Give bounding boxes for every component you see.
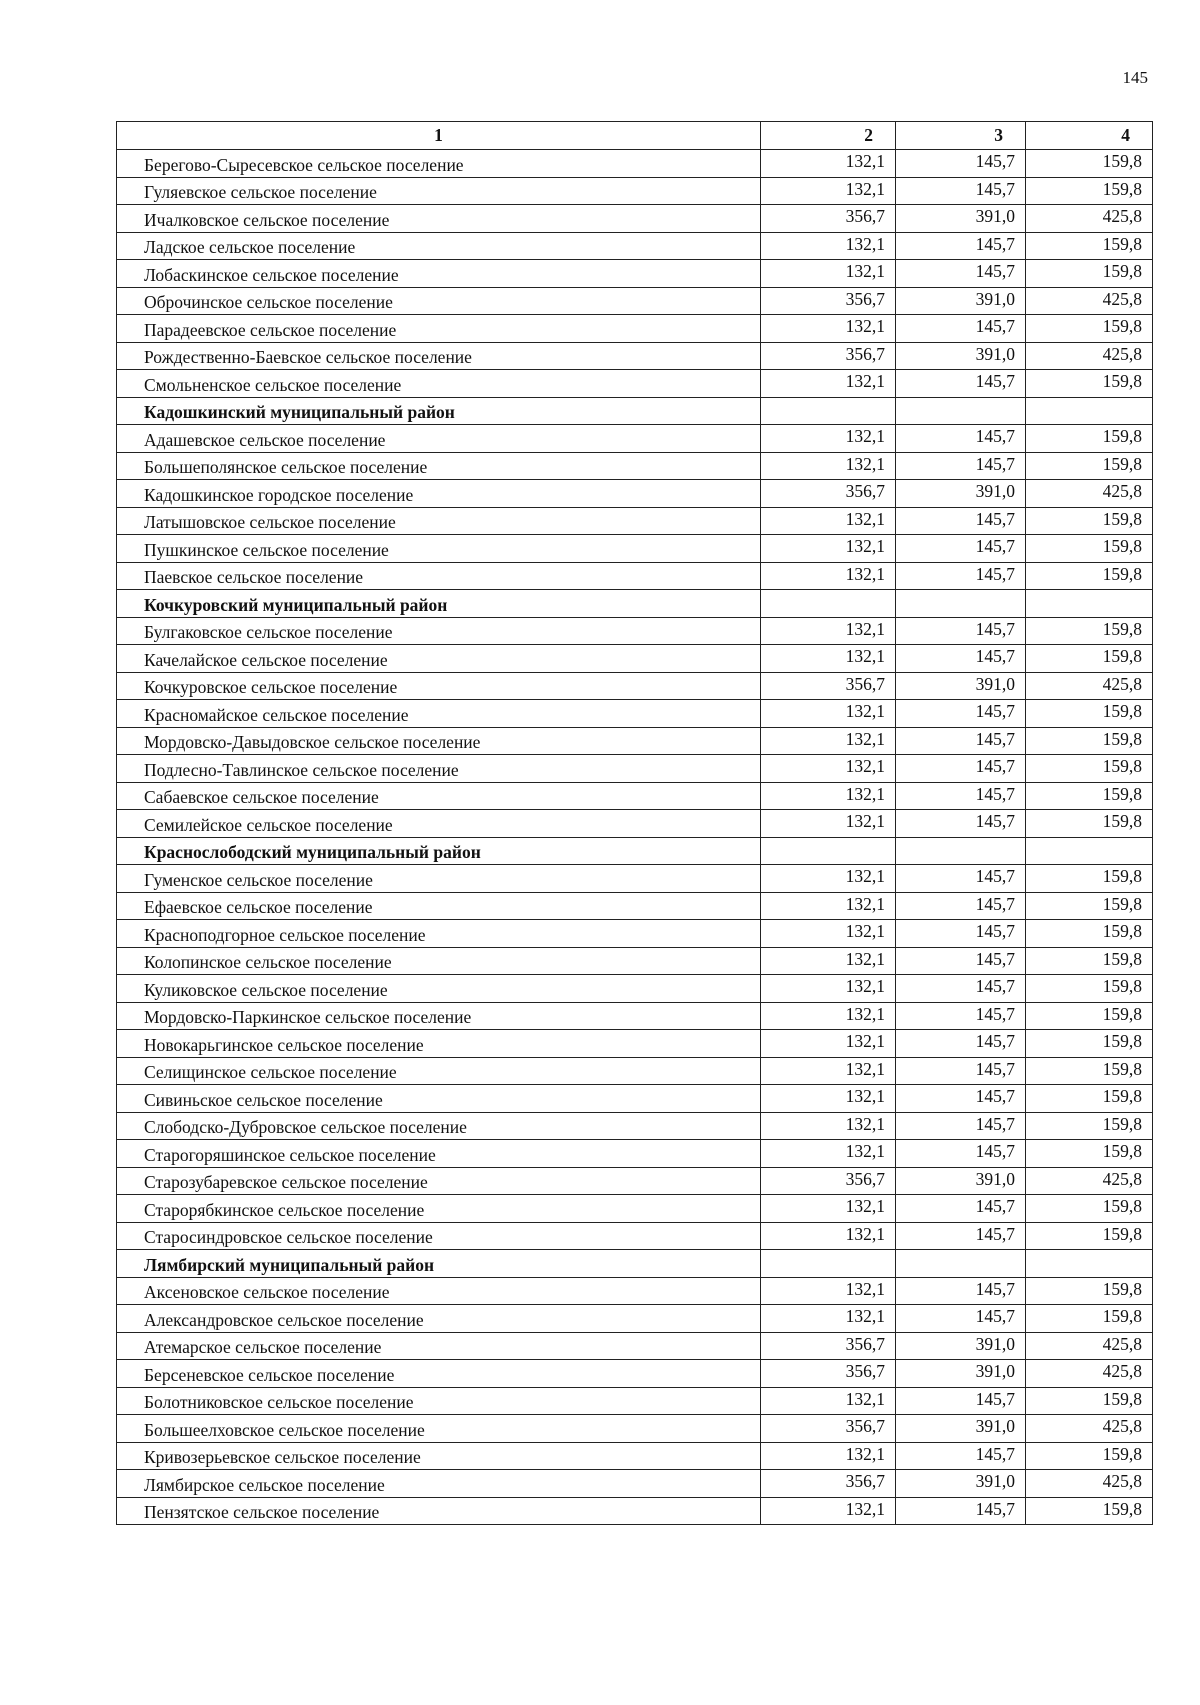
value-cell-col4: 425,8	[1026, 1470, 1153, 1498]
settlement-name-cell: Паевское сельское поселение	[117, 562, 761, 590]
value-cell-col3: 145,7	[896, 947, 1026, 975]
settlement-name-cell: Большеполянское сельское поселение	[117, 452, 761, 480]
value-cell-col4: 159,8	[1026, 260, 1153, 288]
table-row	[117, 535, 1153, 563]
value-cell-col2: 356,7	[761, 1360, 896, 1388]
value-cell-col3: 145,7	[896, 1195, 1026, 1223]
value-cell-col2: 132,1	[761, 1497, 896, 1525]
value-cell-col2: 132,1	[761, 507, 896, 535]
value-cell-col2: 132,1	[761, 782, 896, 810]
data-table	[116, 121, 1153, 1525]
settlement-name-cell: Кривозерьевское сельское поселение	[117, 1442, 761, 1470]
value-cell-col2	[761, 837, 896, 865]
value-cell-col4	[1026, 397, 1153, 425]
column-header-1: 1	[117, 122, 761, 150]
value-cell-col3: 391,0	[896, 1360, 1026, 1388]
table-header	[117, 122, 1153, 150]
value-cell-col2: 132,1	[761, 1387, 896, 1415]
value-cell-col4: 159,8	[1026, 1057, 1153, 1085]
value-cell-col4: 425,8	[1026, 1167, 1153, 1195]
value-cell-col3: 145,7	[896, 315, 1026, 343]
value-cell-col2: 132,1	[761, 1442, 896, 1470]
value-cell-col2: 132,1	[761, 1057, 896, 1085]
value-cell-col2: 356,7	[761, 1332, 896, 1360]
table-row	[117, 232, 1153, 260]
table-row	[117, 1277, 1153, 1305]
table-row	[117, 425, 1153, 453]
table-row	[117, 452, 1153, 480]
value-cell-col2: 132,1	[761, 727, 896, 755]
value-cell-col2: 132,1	[761, 232, 896, 260]
value-cell-col3: 145,7	[896, 810, 1026, 838]
table-row	[117, 1085, 1153, 1113]
value-cell-col4	[1026, 837, 1153, 865]
district-name-cell: Кочкуровский муниципальный район	[117, 590, 761, 618]
table-row	[117, 1057, 1153, 1085]
value-cell-col4: 159,8	[1026, 452, 1153, 480]
value-cell-col4: 159,8	[1026, 1442, 1153, 1470]
value-cell-col2: 132,1	[761, 150, 896, 178]
value-cell-col2: 356,7	[761, 205, 896, 233]
value-cell-col4: 159,8	[1026, 425, 1153, 453]
settlement-name-cell: Латышовское сельское поселение	[117, 507, 761, 535]
value-cell-col2: 132,1	[761, 1112, 896, 1140]
column-header-2: 2	[761, 122, 896, 150]
value-cell-col2: 132,1	[761, 892, 896, 920]
settlement-name-cell: Сабаевское сельское поселение	[117, 782, 761, 810]
value-cell-col4	[1026, 590, 1153, 618]
value-cell-col2: 356,7	[761, 287, 896, 315]
district-name-cell: Краснослободский муниципальный район	[117, 837, 761, 865]
value-cell-col2: 132,1	[761, 810, 896, 838]
table-row	[117, 920, 1153, 948]
table-row	[117, 177, 1153, 205]
table-row	[117, 1442, 1153, 1470]
value-cell-col3	[896, 837, 1026, 865]
value-cell-col3: 145,7	[896, 1030, 1026, 1058]
table-row	[117, 150, 1153, 178]
value-cell-col4: 159,8	[1026, 727, 1153, 755]
table-row	[117, 287, 1153, 315]
value-cell-col2	[761, 397, 896, 425]
settlement-name-cell: Адашевское сельское поселение	[117, 425, 761, 453]
value-cell-col4: 159,8	[1026, 370, 1153, 398]
settlement-name-cell: Берсеневское сельское поселение	[117, 1360, 761, 1388]
settlement-name-cell: Красномайское сельское поселение	[117, 700, 761, 728]
value-cell-col2: 356,7	[761, 1470, 896, 1498]
value-cell-col4: 425,8	[1026, 342, 1153, 370]
district-name-cell: Лямбирский муниципальный район	[117, 1250, 761, 1278]
value-cell-col4: 425,8	[1026, 205, 1153, 233]
column-header-3: 3	[896, 122, 1026, 150]
table-row	[117, 810, 1153, 838]
settlement-name-cell: Пушкинское сельское поселение	[117, 535, 761, 563]
value-cell-col2	[761, 590, 896, 618]
value-cell-col4: 159,8	[1026, 645, 1153, 673]
value-cell-col4: 159,8	[1026, 1112, 1153, 1140]
table-row	[117, 1497, 1153, 1525]
settlement-name-cell: Семилейское сельское поселение	[117, 810, 761, 838]
table-row	[117, 370, 1153, 398]
table-row	[117, 1140, 1153, 1168]
settlement-name-cell: Лобаскинское сельское поселение	[117, 260, 761, 288]
settlement-name-cell: Старозубаревское сельское поселение	[117, 1167, 761, 1195]
value-cell-col2: 132,1	[761, 562, 896, 590]
settlement-name-cell: Слободско-Дубровское сельское поселение	[117, 1112, 761, 1140]
settlement-name-cell: Мордовско-Давыдовское сельское поселение	[117, 727, 761, 755]
value-cell-col3: 145,7	[896, 645, 1026, 673]
table-row	[117, 645, 1153, 673]
value-cell-col3: 145,7	[896, 1497, 1026, 1525]
value-cell-col4: 159,8	[1026, 1085, 1153, 1113]
table-row	[117, 975, 1153, 1003]
table-row	[117, 865, 1153, 893]
page-number: 145	[1122, 68, 1148, 87]
value-cell-col3: 145,7	[896, 1112, 1026, 1140]
value-cell-col2: 356,7	[761, 480, 896, 508]
value-cell-col4: 159,8	[1026, 810, 1153, 838]
table-row	[117, 947, 1153, 975]
settlement-name-cell: Гуляевское сельское поселение	[117, 177, 761, 205]
value-cell-col3: 145,7	[896, 920, 1026, 948]
table-row	[117, 672, 1153, 700]
value-cell-col4: 425,8	[1026, 1332, 1153, 1360]
settlement-name-cell: Новокарьгинское сельское поселение	[117, 1030, 761, 1058]
value-cell-col3: 145,7	[896, 177, 1026, 205]
value-cell-col4: 159,8	[1026, 1002, 1153, 1030]
column-header-4: 4	[1026, 122, 1153, 150]
table-row	[117, 617, 1153, 645]
value-cell-col3: 391,0	[896, 1332, 1026, 1360]
table-row	[117, 1360, 1153, 1388]
header-row	[117, 122, 1153, 150]
value-cell-col2: 132,1	[761, 177, 896, 205]
settlement-name-cell: Аксеновское сельское поселение	[117, 1277, 761, 1305]
table-row	[117, 1305, 1153, 1333]
value-cell-col2: 132,1	[761, 920, 896, 948]
value-cell-col4: 159,8	[1026, 1195, 1153, 1223]
table-row	[117, 562, 1153, 590]
value-cell-col2: 132,1	[761, 260, 896, 288]
value-cell-col3: 145,7	[896, 1305, 1026, 1333]
value-cell-col2: 132,1	[761, 535, 896, 563]
settlement-name-cell: Пензятское сельское поселение	[117, 1497, 761, 1525]
value-cell-col3: 145,7	[896, 425, 1026, 453]
settlement-name-cell: Большеелховское сельское поселение	[117, 1415, 761, 1443]
value-cell-col3: 145,7	[896, 782, 1026, 810]
value-cell-col4: 159,8	[1026, 947, 1153, 975]
value-cell-col4: 425,8	[1026, 1360, 1153, 1388]
settlement-name-cell: Селищинское сельское поселение	[117, 1057, 761, 1085]
value-cell-col3: 145,7	[896, 700, 1026, 728]
value-cell-col4: 425,8	[1026, 1415, 1153, 1443]
table-row	[117, 700, 1153, 728]
value-cell-col3: 145,7	[896, 865, 1026, 893]
value-cell-col3: 145,7	[896, 617, 1026, 645]
value-cell-col3: 145,7	[896, 150, 1026, 178]
settlement-name-cell: Ефаевское сельское поселение	[117, 892, 761, 920]
value-cell-col2: 356,7	[761, 342, 896, 370]
table-row	[117, 1030, 1153, 1058]
value-cell-col2: 132,1	[761, 1195, 896, 1223]
value-cell-col4: 159,8	[1026, 1497, 1153, 1525]
table-row	[117, 1195, 1153, 1223]
value-cell-col4	[1026, 1250, 1153, 1278]
table-row	[117, 205, 1153, 233]
value-cell-col2: 132,1	[761, 1305, 896, 1333]
value-cell-col4: 159,8	[1026, 1277, 1153, 1305]
settlement-name-cell: Сивиньское сельское поселение	[117, 1085, 761, 1113]
value-cell-col3: 391,0	[896, 1167, 1026, 1195]
table-row	[117, 1415, 1153, 1443]
value-cell-col2: 132,1	[761, 370, 896, 398]
value-cell-col4: 159,8	[1026, 920, 1153, 948]
value-cell-col4: 159,8	[1026, 782, 1153, 810]
value-cell-col3: 145,7	[896, 535, 1026, 563]
value-cell-col3: 391,0	[896, 287, 1026, 315]
settlement-name-cell: Рождественно-Баевское сельское поселение	[117, 342, 761, 370]
value-cell-col3: 391,0	[896, 205, 1026, 233]
value-cell-col3: 145,7	[896, 370, 1026, 398]
value-cell-col3: 145,7	[896, 562, 1026, 590]
value-cell-col2	[761, 1250, 896, 1278]
value-cell-col2: 132,1	[761, 645, 896, 673]
settlement-name-cell: Колопинское сельское поселение	[117, 947, 761, 975]
settlement-name-cell: Старогоряшинское сельское поселение	[117, 1140, 761, 1168]
value-cell-col4: 425,8	[1026, 480, 1153, 508]
table-row	[117, 1470, 1153, 1498]
settlement-name-cell: Краснoподгорное сельское поселение	[117, 920, 761, 948]
value-cell-col4: 159,8	[1026, 700, 1153, 728]
value-cell-col2: 356,7	[761, 1167, 896, 1195]
settlement-name-cell: Болотниковское сельское поселение	[117, 1387, 761, 1415]
settlement-name-cell: Ладское сельское поселение	[117, 232, 761, 260]
table-body	[117, 150, 1153, 1525]
value-cell-col4: 159,8	[1026, 617, 1153, 645]
value-cell-col3: 145,7	[896, 755, 1026, 783]
table-row	[117, 755, 1153, 783]
value-cell-col2: 132,1	[761, 1277, 896, 1305]
value-cell-col4: 159,8	[1026, 507, 1153, 535]
table-row	[117, 782, 1153, 810]
value-cell-col4: 159,8	[1026, 1305, 1153, 1333]
value-cell-col2: 132,1	[761, 975, 896, 1003]
district-name-cell: Кадошкинский муниципальный район	[117, 397, 761, 425]
value-cell-col3: 391,0	[896, 342, 1026, 370]
value-cell-col2: 132,1	[761, 452, 896, 480]
value-cell-col3	[896, 590, 1026, 618]
value-cell-col2: 132,1	[761, 700, 896, 728]
value-cell-col3: 145,7	[896, 452, 1026, 480]
value-cell-col3: 145,7	[896, 232, 1026, 260]
settlement-name-cell: Атемарское сельское поселение	[117, 1332, 761, 1360]
value-cell-col4: 159,8	[1026, 1140, 1153, 1168]
value-cell-col2: 132,1	[761, 425, 896, 453]
value-cell-col4: 159,8	[1026, 1387, 1153, 1415]
settlement-name-cell: Булгаковское сельское поселение	[117, 617, 761, 645]
table-row	[117, 1387, 1153, 1415]
value-cell-col4: 159,8	[1026, 1222, 1153, 1250]
value-cell-col3	[896, 1250, 1026, 1278]
value-cell-col4: 159,8	[1026, 1030, 1153, 1058]
table-row	[117, 260, 1153, 288]
table-row	[117, 1167, 1153, 1195]
value-cell-col2: 132,1	[761, 1140, 896, 1168]
value-cell-col2: 356,7	[761, 1415, 896, 1443]
value-cell-col2: 132,1	[761, 755, 896, 783]
value-cell-col2: 356,7	[761, 672, 896, 700]
table-row	[117, 1002, 1153, 1030]
value-cell-col2: 132,1	[761, 1002, 896, 1030]
value-cell-col4: 159,8	[1026, 535, 1153, 563]
settlement-name-cell: Кадошкинское городское поселение	[117, 480, 761, 508]
settlement-name-cell: Смольненское сельское поселение	[117, 370, 761, 398]
value-cell-col3: 145,7	[896, 1387, 1026, 1415]
value-cell-col4: 159,8	[1026, 150, 1153, 178]
settlement-name-cell: Старорябкинское сельское поселение	[117, 1195, 761, 1223]
value-cell-col4: 159,8	[1026, 892, 1153, 920]
section-row	[117, 837, 1153, 865]
value-cell-col3: 391,0	[896, 672, 1026, 700]
value-cell-col4: 159,8	[1026, 975, 1153, 1003]
section-row	[117, 590, 1153, 618]
settlement-name-cell: Мордовско-Паркинское сельское поселение	[117, 1002, 761, 1030]
value-cell-col2: 132,1	[761, 865, 896, 893]
value-cell-col3: 145,7	[896, 1222, 1026, 1250]
table-row	[117, 1112, 1153, 1140]
value-cell-col4: 159,8	[1026, 755, 1153, 783]
settlement-name-cell: Куликовское сельское поселение	[117, 975, 761, 1003]
value-cell-col2: 132,1	[761, 1222, 896, 1250]
value-cell-col2: 132,1	[761, 315, 896, 343]
settlement-name-cell: Гуменское сельское поселение	[117, 865, 761, 893]
value-cell-col4: 425,8	[1026, 287, 1153, 315]
value-cell-col4: 159,8	[1026, 562, 1153, 590]
value-cell-col3: 391,0	[896, 1470, 1026, 1498]
table-row	[117, 892, 1153, 920]
section-row	[117, 1250, 1153, 1278]
settlement-name-cell: Александровское сельское поселение	[117, 1305, 761, 1333]
table-row	[117, 315, 1153, 343]
value-cell-col2: 132,1	[761, 1085, 896, 1113]
value-cell-col3	[896, 397, 1026, 425]
section-row	[117, 397, 1153, 425]
settlement-name-cell: Парадеевское сельское поселение	[117, 315, 761, 343]
value-cell-col4: 159,8	[1026, 232, 1153, 260]
value-cell-col3: 145,7	[896, 1442, 1026, 1470]
value-cell-col3: 145,7	[896, 1140, 1026, 1168]
settlement-name-cell: Качелайское сельское поселение	[117, 645, 761, 673]
settlement-name-cell: Ичалковское сельское поселение	[117, 205, 761, 233]
settlement-name-cell: Подлесно-Тавлинское сельское поселение	[117, 755, 761, 783]
value-cell-col3: 145,7	[896, 1057, 1026, 1085]
value-cell-col3: 145,7	[896, 1277, 1026, 1305]
value-cell-col4: 159,8	[1026, 315, 1153, 343]
value-cell-col3: 145,7	[896, 892, 1026, 920]
table-row	[117, 342, 1153, 370]
value-cell-col3: 391,0	[896, 1415, 1026, 1443]
settlement-name-cell: Берегово-Сыресевское сельское поселение	[117, 150, 761, 178]
value-cell-col3: 145,7	[896, 507, 1026, 535]
value-cell-col4: 159,8	[1026, 177, 1153, 205]
value-cell-col4: 425,8	[1026, 672, 1153, 700]
value-cell-col3: 145,7	[896, 727, 1026, 755]
value-cell-col2: 132,1	[761, 617, 896, 645]
value-cell-col4: 159,8	[1026, 865, 1153, 893]
table-row	[117, 1222, 1153, 1250]
table-row	[117, 1332, 1153, 1360]
settlement-name-cell: Старосиндровское сельское поселение	[117, 1222, 761, 1250]
settlement-name-cell: Кочкуровское сельское поселение	[117, 672, 761, 700]
value-cell-col2: 132,1	[761, 1030, 896, 1058]
value-cell-col3: 145,7	[896, 1085, 1026, 1113]
value-cell-col2: 132,1	[761, 947, 896, 975]
settlement-name-cell: Оброчинское сельское поселение	[117, 287, 761, 315]
table-row	[117, 480, 1153, 508]
value-cell-col3: 391,0	[896, 480, 1026, 508]
value-cell-col3: 145,7	[896, 975, 1026, 1003]
settlement-name-cell: Лямбирское сельское поселение	[117, 1470, 761, 1498]
value-cell-col3: 145,7	[896, 260, 1026, 288]
table-row	[117, 507, 1153, 535]
value-cell-col3: 145,7	[896, 1002, 1026, 1030]
table-row	[117, 727, 1153, 755]
